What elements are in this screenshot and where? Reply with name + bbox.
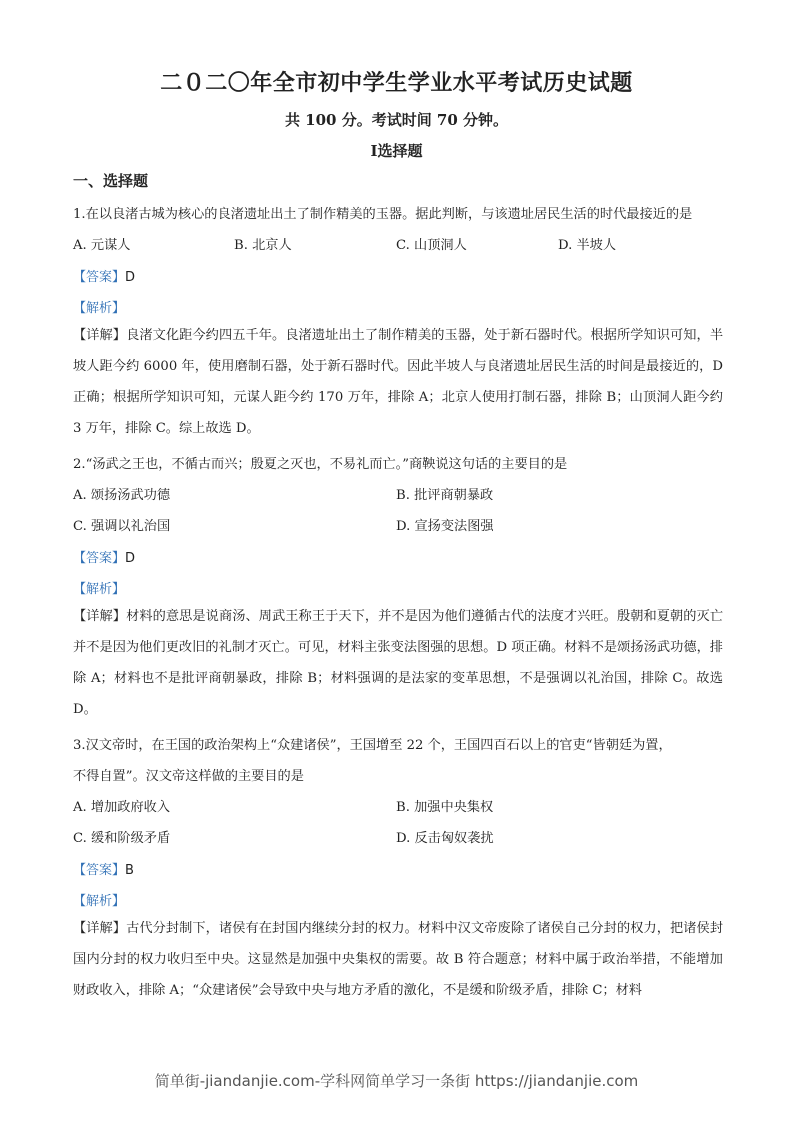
question-2-option-d: D. 宣扬变法图强: [396, 519, 494, 534]
question-2-option-b: B. 批评商朝暴政: [396, 488, 494, 503]
question-2-analysis-line: [73, 578, 723, 597]
question-2-answer-line: [73, 547, 723, 566]
question-2-option-a: A. 颂扬汤武功德: [73, 488, 171, 503]
question-3-option-d: D. 反击匈奴袭扰: [396, 831, 494, 846]
analysis-tag: 【解析】: [73, 301, 126, 316]
question-2-stem: 2.“汤武之王也，不循古而兴；殷夏之灭也，不易礼而亡。”商鞅说这句话的主要目的是: [73, 457, 568, 472]
part-heading: 一、选择题: [73, 172, 149, 190]
question-2-detail-text: 材料的意思是说商汤、周武王称王于天下，并不是因为他们遵循古代的法度才兴旺。殷朝和夏朝的灭亡并不是因为他们更改旧的礼制才灭亡。可见，材料主张变法图强的思想。D 项正确。材料不是颂扬汤武功德，排除 A；材料也不是批评商朝暴政，排除 B；材料强调的是法家的变革思想，不是强调以礼治国，排除 C。故选 D。: [73, 609, 724, 717]
detail-tag: 【详解】: [73, 328, 127, 343]
question-3-detail: [73, 913, 723, 1006]
question-3-option-c: C. 缓和阶级矛盾: [73, 831, 171, 846]
question-1-detail-text: 良渚文化距今约四五千年。良渚遗址出土了制作精美的玉器，处于新石器时代。根据所学知识可知，半坡人距今约 6000 年，使用磨制石器，处于新石器时代。因此半坡人与良渚遗址居民生活的时间是最接近的，D 正确；根据所学知识可知，元谋人距今约 170 万年，排除 A；北京人使用打制石器，排除 B；山顶洞人距今约 3 万年，排除 C。综上故选 D。: [73, 328, 724, 436]
question-3-detail-text: 古代分封制下，诸侯有在封国内继续分封的权力。材料中汉文帝废除了诸侯自己分封的权力，把诸侯封国内分封的权力收归至中央。这显然是加强中央集权的需要。故 B 符合题意；材料中属于政治举措，不能增加财政收入，排除 A；“众建诸侯”会导致中央与地方矛盾的激化，不是缓和阶级矛盾，排除 C；材料: [73, 921, 724, 998]
question-2-detail: [73, 601, 723, 725]
question-3-analysis-line: [73, 890, 723, 909]
section-title: Ⅰ选择题: [370, 142, 423, 160]
question-2-option-c: C. 强调以礼治国: [73, 519, 171, 534]
question-3-answer: B: [125, 863, 134, 878]
question-3-option-b: B. 加强中央集权: [396, 800, 494, 815]
question-1-option-a: A. 元谋人: [73, 238, 131, 253]
answer-tag: 【答案】: [73, 551, 126, 566]
page-footer: 简单街-jiandanjie.com-学科网简单学习一条街 https://jiandanjie.com: [154, 1072, 639, 1090]
question-1-option-d: D. 半坡人: [558, 238, 617, 253]
analysis-tag: 【解析】: [73, 582, 126, 597]
question-1-answer: D: [125, 270, 136, 285]
detail-tag: 【详解】: [73, 609, 127, 624]
question-1-analysis-line: [73, 297, 723, 316]
question-1-answer-line: [73, 266, 723, 285]
exam-info: 共 100 分。考试时间 70 分钟。: [284, 111, 509, 129]
question-1-stem: 1.在以良渚古城为核心的良渚遗址出土了制作精美的玉器。据此判断，与该遗址居民生活的时代最接近的是: [73, 207, 693, 222]
question-1-detail: [73, 320, 723, 444]
question-1-option-b: B. 北京人: [234, 238, 292, 253]
analysis-tag: 【解析】: [73, 894, 126, 909]
question-3-stem-line-1: 3.汉文帝时，在王国的政治架构上“众建诸侯”，王国增至 22 个，王国四百石以上的官吏“皆朝廷为置，: [73, 738, 672, 753]
answer-tag: 【答案】: [73, 270, 126, 285]
question-3-answer-line: [73, 859, 723, 878]
question-3-stem-line-2: 不得自置”。汉文帝这样做的主要目的是: [73, 769, 304, 784]
question-1-option-c: C. 山顶洞人: [396, 238, 467, 253]
question-3-option-a: A. 增加政府收入: [73, 800, 171, 815]
answer-tag: 【答案】: [73, 863, 126, 878]
detail-tag: 【详解】: [73, 921, 127, 936]
question-2-answer: D: [125, 551, 136, 566]
page-title: 二０二〇年全市初中学生学业水平考试历史试题: [160, 70, 633, 96]
